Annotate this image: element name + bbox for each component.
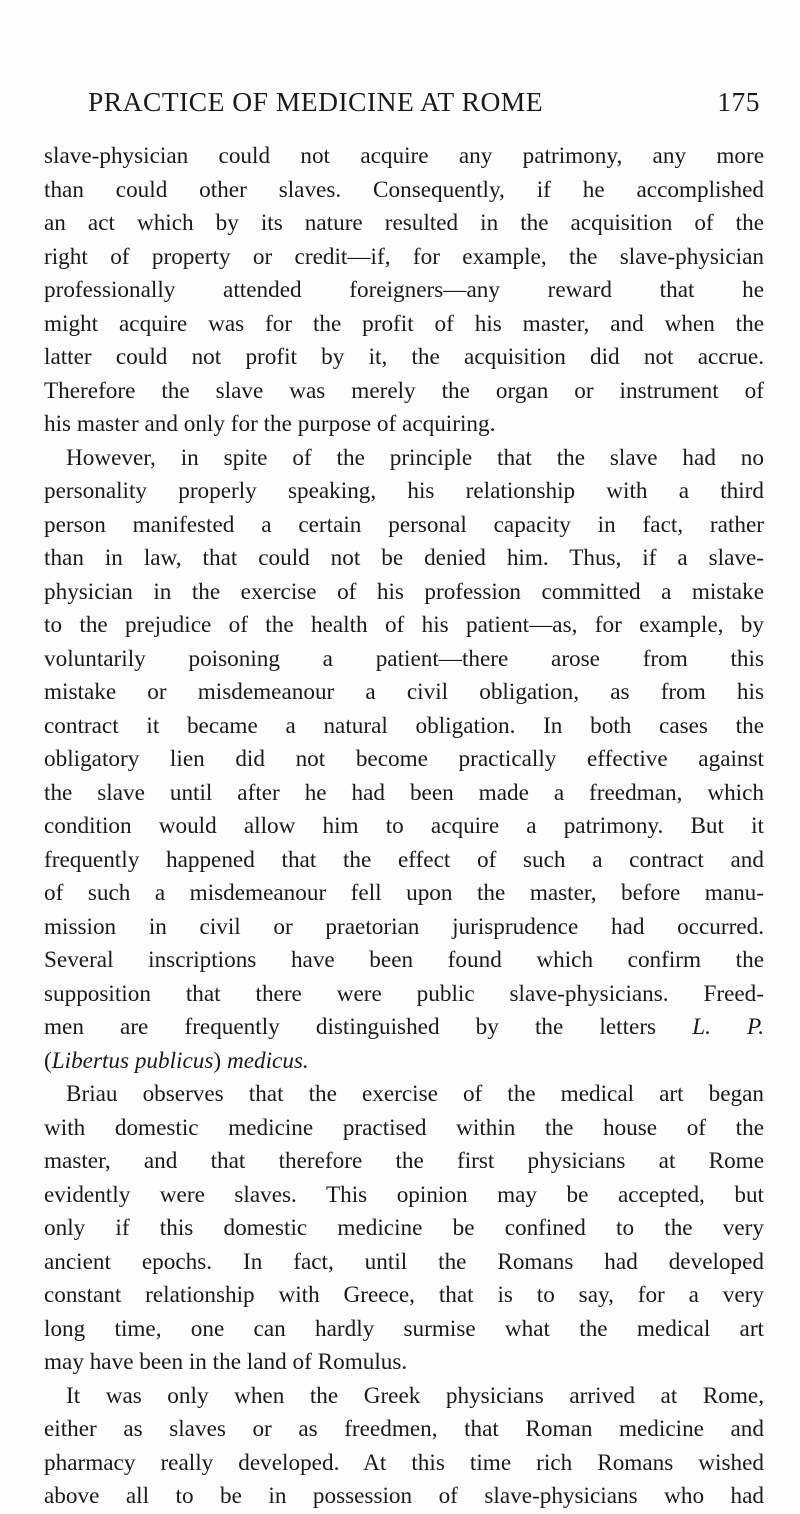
- text-line: obligatory lien did not become practically effective against: [44, 746, 764, 772]
- text-line: the slave until after he had been made a freedman, which: [44, 779, 764, 806]
- body-text: [44, 140, 764, 1514]
- text-line: latter could not profit by it, the acquisition did not accrue.: [44, 344, 764, 370]
- text-line: supposition that there were public slave-physicians. Freed-: [44, 980, 764, 1007]
- text-line: might acquire was for the profit of his master, and when the: [44, 310, 764, 337]
- text-line: voluntarily poisoning a patient—there arose from this: [44, 645, 764, 672]
- text-line: [44, 1045, 764, 1079]
- page-number: 175: [717, 86, 760, 117]
- text-line: It was only when the Greek physicians arrived at Rome,: [66, 1382, 764, 1409]
- text-line: Therefore the slave was merely the organ or instrument of: [44, 377, 764, 404]
- text-line: pharmacy really developed. At this time rich Romans wished: [44, 1449, 764, 1476]
- text-line: than in law, that could not be denied him. Thus, if a slave-: [44, 545, 764, 571]
- close-paren: ): [213, 1047, 222, 1074]
- text-line: above all to be in possession of slave-physicians who had: [44, 1483, 764, 1509]
- text-line: to the prejudice of the health of his patient—as, for example, by: [44, 612, 764, 638]
- text-line: However, in spite of the principle that the slave had no: [66, 444, 764, 471]
- text-line: Several inscriptions have been found which confirm the: [44, 947, 764, 973]
- text-line: an act which by its nature resulted in the acquisition of the: [44, 210, 764, 236]
- text-line: mission in civil or praetorian jurisprudence had occurred.: [44, 913, 764, 940]
- text-line: person manifested a certain personal capacity in fact, rather: [44, 511, 764, 538]
- running-head: [88, 84, 760, 120]
- text-line: physician in the exercise of his profession committed a mistake: [44, 578, 764, 605]
- text-line: either as slaves or as freedmen, that Roman medicine and: [44, 1416, 764, 1442]
- text-line-start: men are frequently distinguished by the letters: [44, 1014, 657, 1040]
- latin-word: medicus.: [226, 1047, 309, 1074]
- text-line: right of property or credit—if, for example, the slave-physician: [44, 243, 764, 270]
- text-line: mistake or misdemeanour a civil obligation, as from his: [44, 679, 764, 705]
- text-line: contract it became a natural obligation. In both cases the: [44, 712, 764, 739]
- chapter-title: PRACTICE OF MEDICINE AT ROME: [88, 86, 544, 117]
- open-paren: (: [44, 1047, 52, 1074]
- text-line: constant relationship with Greece, that is to say, for a very: [44, 1282, 764, 1308]
- text-line: personality properly speaking, his relationship with a third: [44, 478, 764, 504]
- text-line: Briau observes that the exercise of the medical art began: [66, 1081, 764, 1107]
- text-line: master, and that therefore the first physicians at Rome: [44, 1148, 764, 1174]
- text-line: than could other slaves. Consequently, if he accomplished: [44, 176, 764, 203]
- text-line: only if this domestic medicine be confined to the very: [44, 1215, 764, 1241]
- text-line: with domestic medicine practised within the house of the: [44, 1114, 764, 1141]
- text-line: ancient epochs. In fact, until the Romans had developed: [44, 1248, 764, 1275]
- text-line: evidently were slaves. This opinion may be accepted, but: [44, 1181, 764, 1208]
- text-line: slave-physician could not acquire any patrimony, any more: [44, 143, 764, 169]
- text-line: professionally attended foreigners—any reward that he: [44, 277, 764, 303]
- text-line: [44, 1011, 764, 1045]
- text-line: frequently happened that the effect of such a contract and: [44, 846, 764, 873]
- latin-term: Libertus publicus: [51, 1047, 214, 1074]
- text-line: may have been in the land of Romulus.: [44, 1349, 408, 1375]
- text-line: long time, one can hardly surmise what the medical art: [44, 1315, 764, 1342]
- text-line: condition would allow him to acquire a patrimony. But it: [44, 813, 764, 839]
- text-line: his master and only for the purpose of acquiring.: [44, 411, 496, 437]
- italic-letters: L. P.: [692, 1014, 764, 1040]
- text-line: of such a misdemeanour fell upon the master, before manu-: [44, 880, 764, 906]
